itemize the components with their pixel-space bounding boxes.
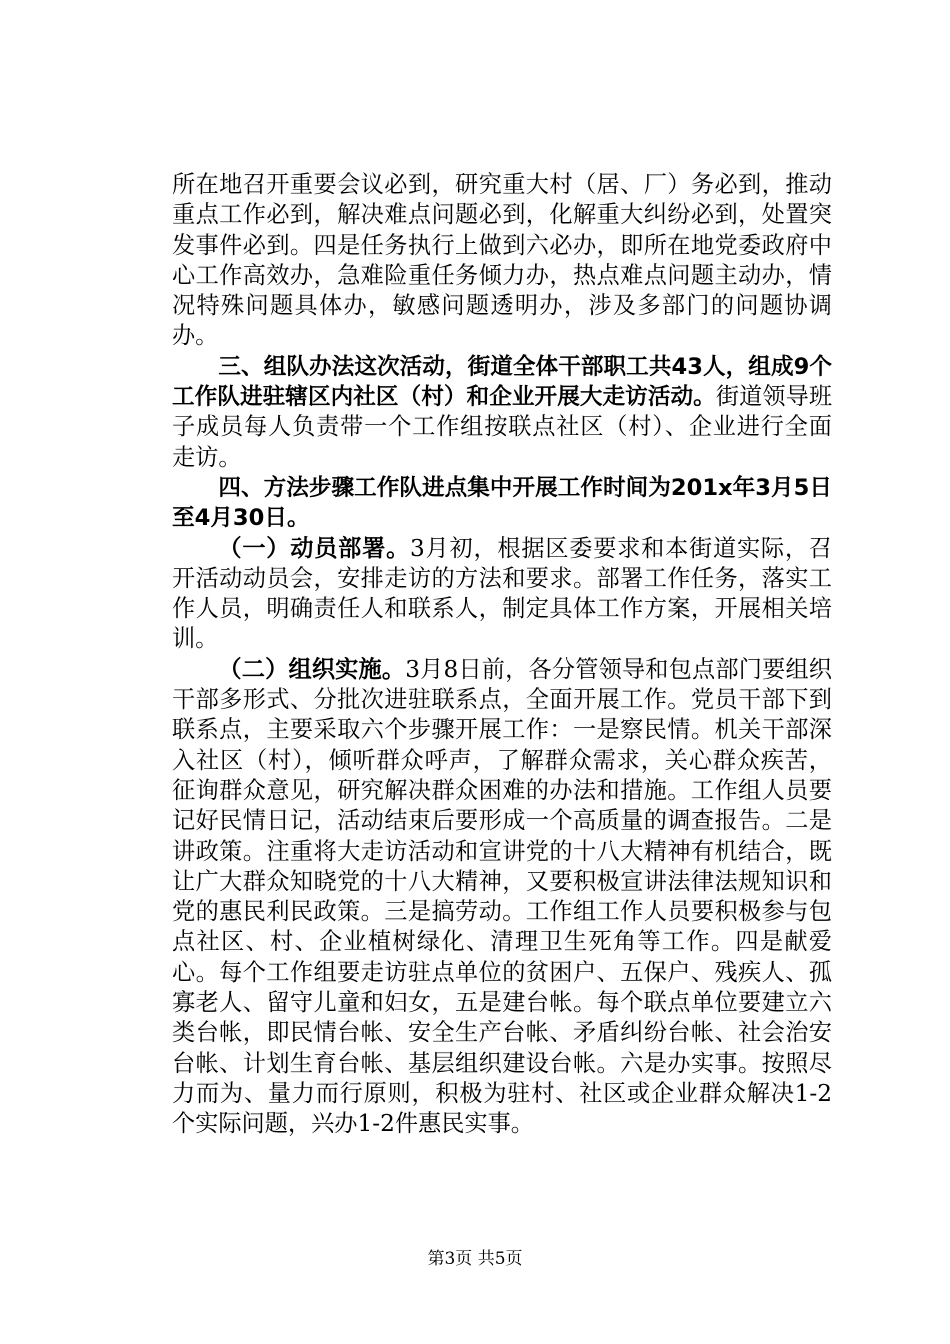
section-heading-three: 三、组队办法这次活动，街道全体干部职工共43人，组成9个工作队进驻辖区内社区（村）和企业开展大走访活动。 [172, 353, 832, 411]
page-footer [0, 1244, 950, 1269]
subsection-lead-one: （一）动员部署。 [218, 534, 411, 562]
paragraph-mobilization [172, 534, 832, 655]
section-heading-four: 四、方法步骤工作队进点集中开展工作时间为201x年3月5日至4月30日。 [172, 474, 832, 532]
document-body [172, 170, 832, 1140]
paragraph-implementation [172, 655, 832, 1140]
paragraph-organization [172, 352, 832, 473]
paragraph-text: 3月初，根据区委要求和本街道实际，召开活动动员会，安排走访的方法和要求。部署工作任务，落实工作人员，明确责任人和联系人，制定具体工作方案，开展相关培训。 [172, 534, 832, 653]
paragraph-text: 街道领导班子成员每人负责带一个工作组按联点社区（村）、企业进行全面走访。 [172, 383, 833, 471]
paragraph-steps [172, 473, 832, 534]
page-number: 第3页 共5页 [427, 1249, 523, 1269]
paragraph-text: 所在地召开重要会议必到，研究重大村（居、厂）务必到，推动重点工作必到，解决难点问题必到，化解重大纠纷必到，处置突发事件必到。四是任务执行上做到六必办，即所在地党委政府中心工作高效办，急难险重任务倾力办，热点难点问题主动办，情况特殊问题具体办，敏感问题透明办，涉及多部门的问题协调办。 [172, 171, 832, 350]
paragraph-text: 3月8日前，各分管领导和包点部门要组织干部多形式、分批次进驻联系点，全面开展工作。党员干部下到联系点，主要采取六个步骤开展工作：一是察民情。机关干部深入社区（村），倾听群众呼声，了解群众需求，关心群众疾苦，征询群众意见，研究解决群众困难的办法和措施。工作组人员要记好民情日记，活动结束后要形成一个高质量的调查报告。二是讲政策。注重将大走访活动和宣讲党的十八大精神有机结合，既让广大群众知晓党的十八大精神，又要积极宣讲法律法规知识和党的惠民利民政策。三是搞劳动。工作组工作人员要积极参与包点社区、村、企业植树绿化、清理卫生死角等工作。四是献爱心。每个工作组要走访驻点单位的贫困户、五保户、残疾人、孤寡老人、留守儿童和妇女，五是建台帐。每个联点单位要建立六类台帐，即民情台帐、安全生产台帐、矛盾纠纷台帐、社会治安台帐、计划生育台帐、基层组织建设台帐。六是办实事。按照尽力而为、量力而行原则，积极为驻村、社区或企业群众解决1-2个实际问题，兴办1-2件惠民实事。 [172, 655, 832, 1138]
subsection-lead-two: （二）组织实施。 [218, 655, 406, 683]
paragraph-continuation [172, 170, 832, 352]
